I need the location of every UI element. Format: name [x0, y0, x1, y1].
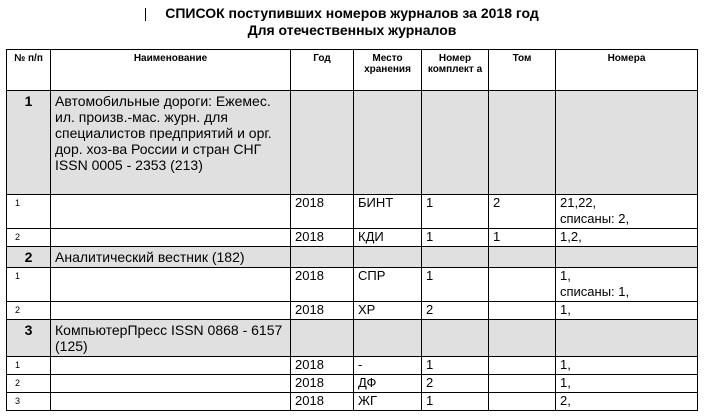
group-row: [7, 91, 698, 195]
item-row: [7, 357, 698, 375]
item-year: 2018: [291, 195, 354, 229]
item-year: 2018: [291, 375, 354, 393]
item-num: 3: [7, 393, 51, 411]
item-set: 2: [422, 302, 489, 320]
item-row: [7, 375, 698, 393]
empty-cell: [51, 357, 291, 375]
item-issues: [556, 268, 698, 302]
group-row: [7, 320, 698, 357]
item-num: 2: [7, 229, 51, 247]
empty-cell: [556, 91, 698, 195]
item-row: [7, 393, 698, 411]
item-volume: [489, 357, 556, 375]
item-volume: [489, 268, 556, 302]
item-volume: [489, 302, 556, 320]
group-num: 3: [7, 320, 51, 357]
item-storage: СПР: [354, 268, 422, 302]
item-year: 2018: [291, 268, 354, 302]
item-storage: -: [354, 357, 422, 375]
empty-cell: [489, 91, 556, 195]
empty-cell: [422, 320, 489, 357]
empty-cell: [51, 393, 291, 411]
empty-cell: [51, 302, 291, 320]
item-row: [7, 302, 698, 320]
item-set: 1: [422, 229, 489, 247]
header-volume: Том: [489, 50, 556, 91]
empty-cell: [354, 320, 422, 357]
item-issues: 1,2,: [556, 229, 698, 247]
item-storage: КДИ: [354, 229, 422, 247]
item-num: 1: [7, 357, 51, 375]
item-storage: ДФ: [354, 375, 422, 393]
item-issues: 1,: [556, 375, 698, 393]
issues-written-off: списаны: 2,: [560, 211, 630, 226]
issues-list: 21,22,: [560, 195, 597, 210]
empty-cell: [291, 247, 354, 268]
text-cursor: [145, 8, 146, 21]
header-year: Год: [291, 50, 354, 91]
journals-table: [6, 49, 698, 411]
empty-cell: [422, 91, 489, 195]
item-num: 1: [7, 195, 51, 229]
group-row: [7, 247, 698, 268]
item-num: 2: [7, 302, 51, 320]
empty-cell: [354, 91, 422, 195]
empty-cell: [51, 229, 291, 247]
item-issues: 1,: [556, 357, 698, 375]
item-issues: 1,: [556, 302, 698, 320]
empty-cell: [291, 91, 354, 195]
header-storage: Место хранения: [354, 50, 422, 91]
item-storage: ЖГ: [354, 393, 422, 411]
empty-cell: [51, 268, 291, 302]
item-set: 2: [422, 375, 489, 393]
header-set: Номер комплект а: [422, 50, 489, 91]
item-num: 2: [7, 375, 51, 393]
empty-cell: [489, 320, 556, 357]
journal-name: Аналитический вестник (182): [51, 247, 291, 268]
item-year: 2018: [291, 302, 354, 320]
item-volume: 1: [489, 229, 556, 247]
empty-cell: [51, 375, 291, 393]
item-row: [7, 195, 698, 229]
item-row: [7, 268, 698, 302]
issues-list: 1,: [560, 268, 571, 283]
item-storage: ХР: [354, 302, 422, 320]
item-set: 1: [422, 393, 489, 411]
item-set: 1: [422, 357, 489, 375]
journal-name: КомпьютерПресс ISSN 0868 - 6157 (125): [51, 320, 291, 357]
item-volume: [489, 375, 556, 393]
empty-cell: [354, 247, 422, 268]
report-subtitle: Для отечественных журналов: [247, 22, 457, 38]
report-title: СПИСОК поступивших номеров журналов за 2018 год: [165, 5, 539, 21]
item-issues: 2,: [556, 393, 698, 411]
empty-cell: [291, 320, 354, 357]
empty-cell: [556, 320, 698, 357]
item-year: 2018: [291, 393, 354, 411]
empty-cell: [489, 247, 556, 268]
item-volume: [489, 393, 556, 411]
group-num: 1: [7, 91, 51, 195]
header-num: № п/п: [7, 50, 51, 91]
issues-written-off: списаны: 1,: [560, 284, 630, 299]
item-num: 1: [7, 268, 51, 302]
item-volume: 2: [489, 195, 556, 229]
header-row: [7, 50, 698, 91]
header-name: Наименование: [51, 50, 291, 91]
item-row: [7, 229, 698, 247]
empty-cell: [556, 247, 698, 268]
header-issues: Номера: [556, 50, 698, 91]
item-set: 1: [422, 195, 489, 229]
item-set: 1: [422, 268, 489, 302]
empty-cell: [422, 247, 489, 268]
group-num: 2: [7, 247, 51, 268]
item-storage: БИНТ: [354, 195, 422, 229]
journal-name: Автомобильные дороги: Ежемес. ил. произв.-мас. журн. для специалистов предприятий и орг. дор. хоз-ва России и стран СНГ ISSN 0005 - 2353 (213): [51, 91, 291, 195]
item-year: 2018: [291, 357, 354, 375]
item-year: 2018: [291, 229, 354, 247]
item-issues: [556, 195, 698, 229]
empty-cell: [51, 195, 291, 229]
